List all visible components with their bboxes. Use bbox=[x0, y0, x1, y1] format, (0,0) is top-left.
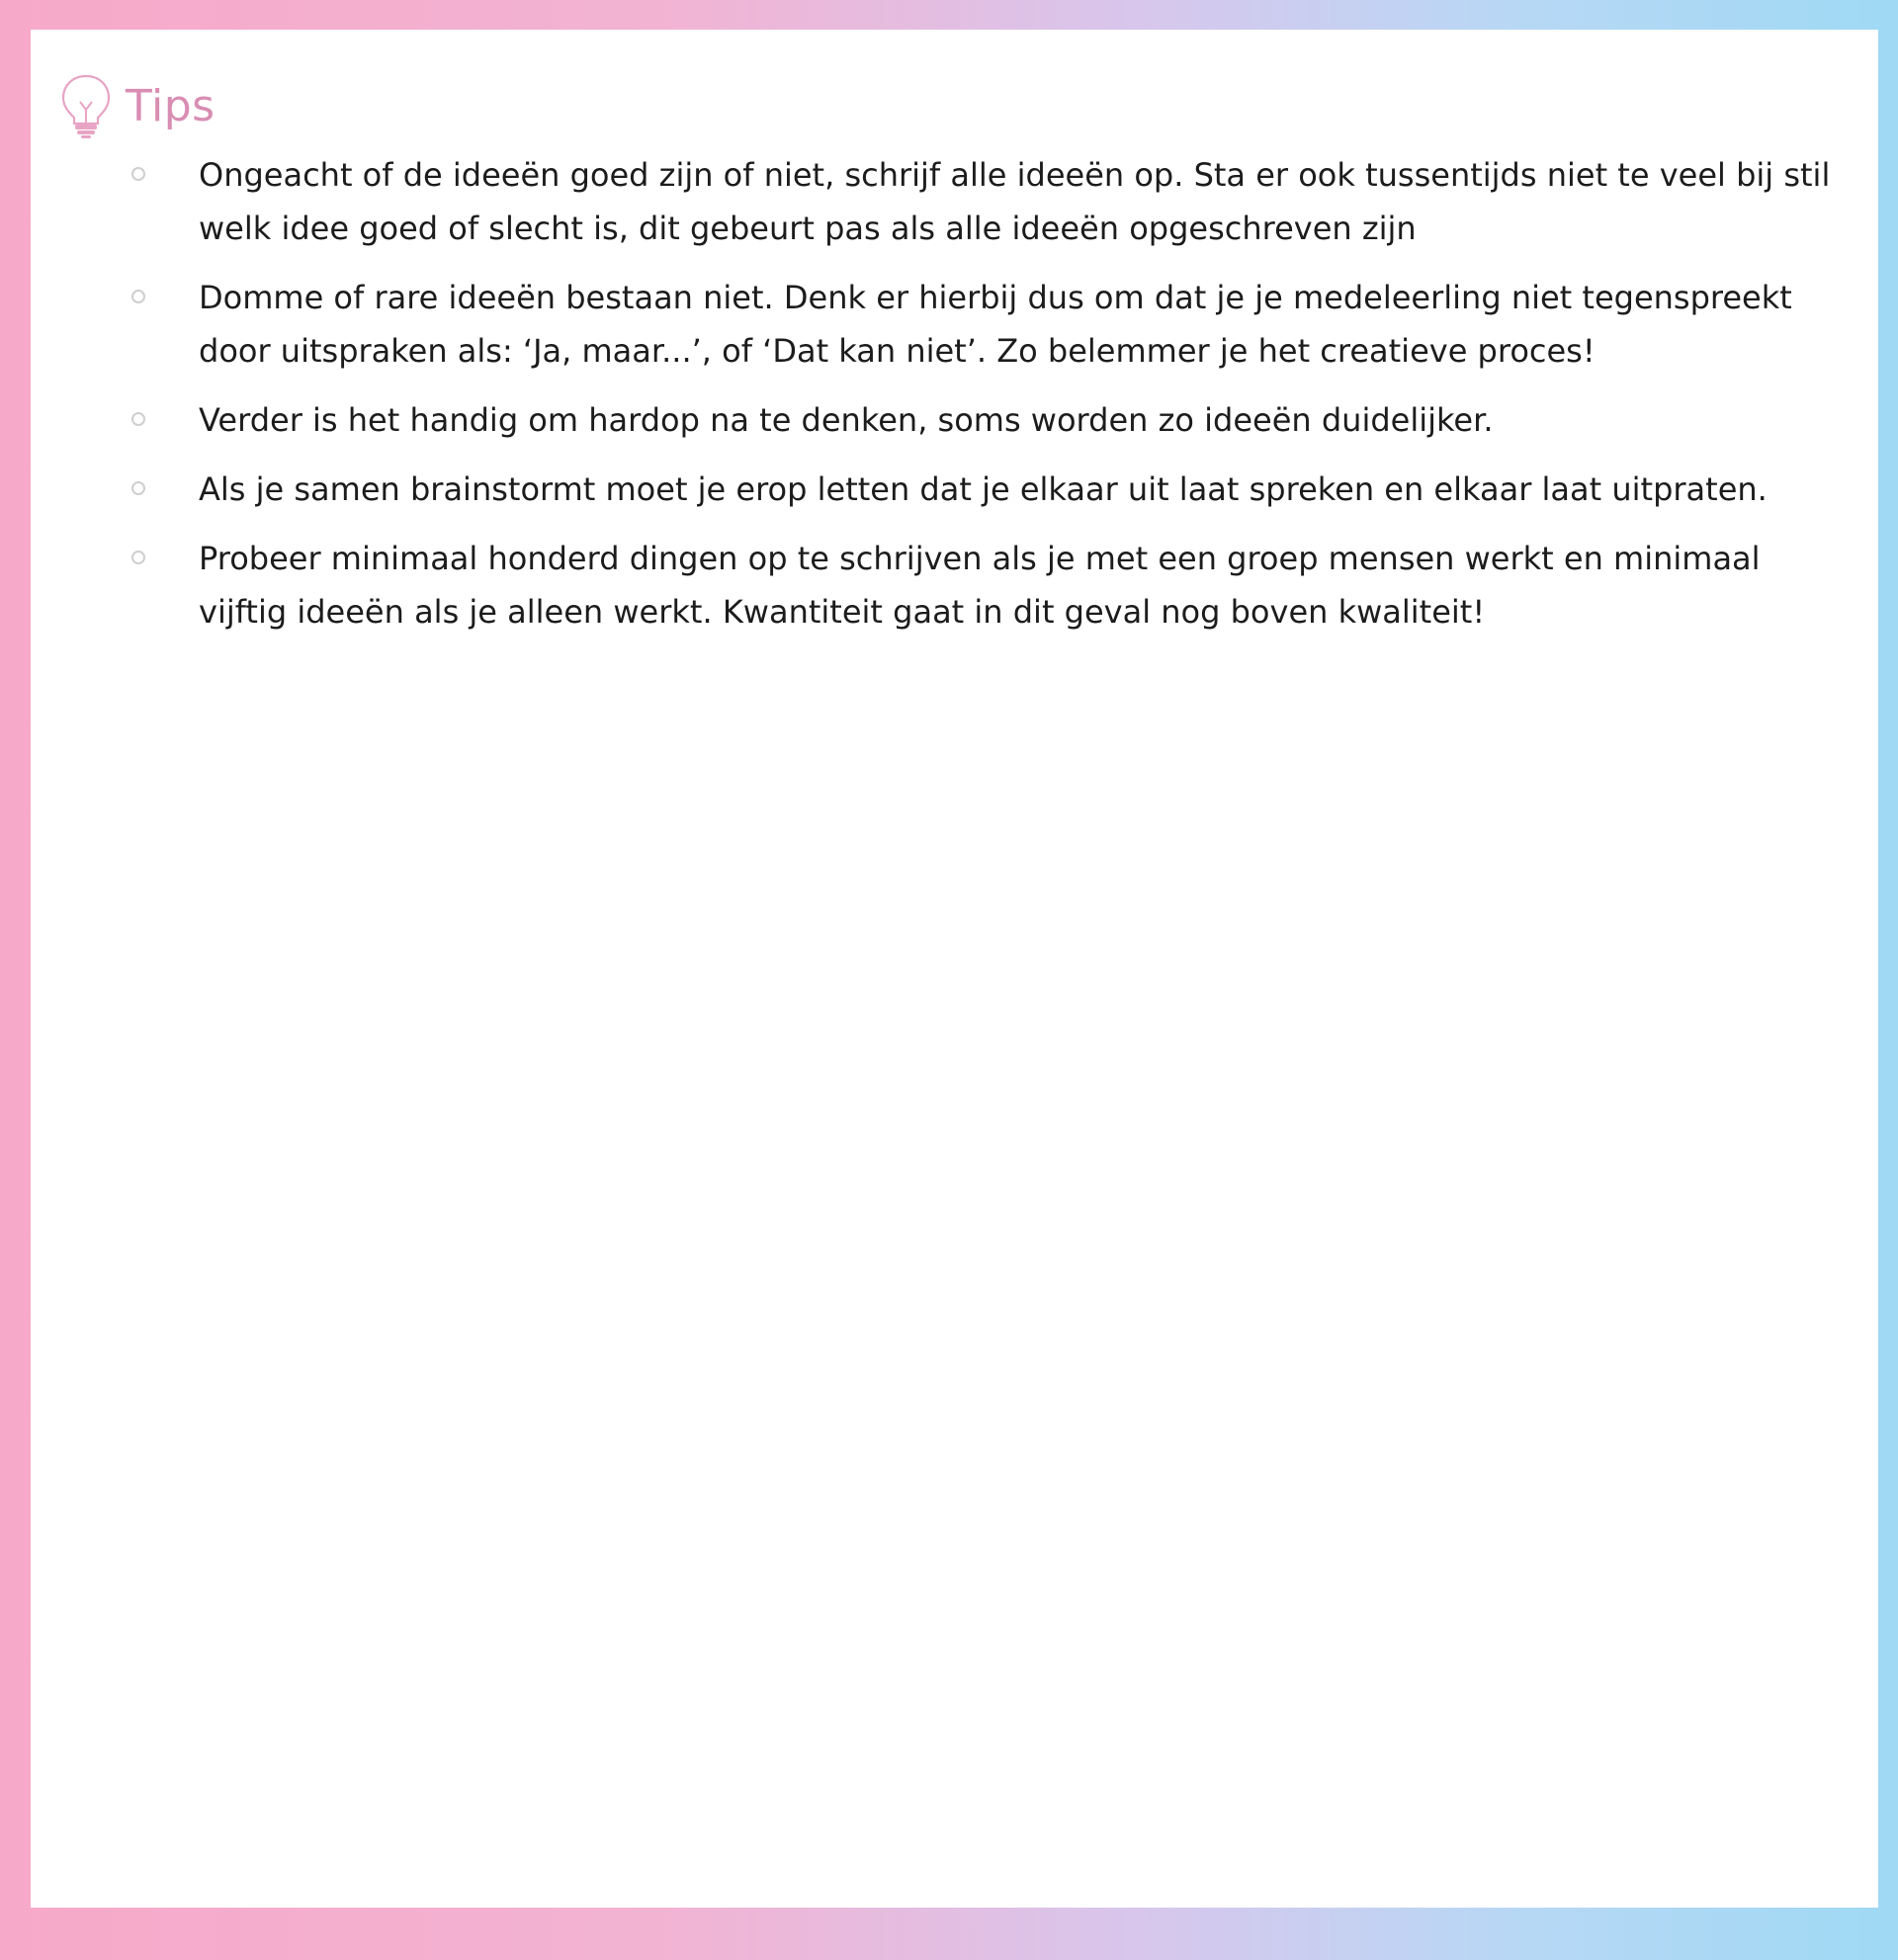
list-item bbox=[100, 463, 1840, 516]
page-title: Tips bbox=[126, 80, 216, 131]
tip-text: Domme of rare ideeën bestaan niet. Denk er hierbij dus om dat je je medeleerling niet tegenspreekt door uitspraken als: ‘Ja, maar...’, of ‘Dat kan niet’. Zo belemmer je het creatieve proces! bbox=[199, 279, 1792, 370]
tip-text: Ongeacht of de ideeën goed zijn of niet, schrijf alle ideeën op. Sta er ook tussentijds niet te veel bij stil welk idee goed of slecht is, dit gebeurt pas als alle ideeën opgeschreven zijn bbox=[199, 156, 1831, 247]
tip-text: Verder is het handig om hardop na te denken, soms worden zo ideeën duidelijker. bbox=[199, 401, 1494, 439]
bullet-circle-icon bbox=[131, 290, 145, 303]
bullet-circle-icon bbox=[131, 551, 145, 564]
tips-heading bbox=[58, 71, 216, 140]
lightbulb-icon bbox=[58, 72, 114, 139]
list-item bbox=[100, 393, 1840, 447]
bullet-circle-icon bbox=[131, 481, 145, 495]
list-item bbox=[100, 148, 1840, 255]
tip-text: Probeer minimaal honderd dingen op te schrijven als je met een groep mensen werkt en minimaal vijftig ideeën als je alleen werkt. Kwantiteit gaat in dit geval nog boven kwaliteit! bbox=[199, 540, 1761, 631]
tips-list bbox=[100, 148, 1840, 654]
bullet-circle-icon bbox=[131, 412, 145, 426]
list-item bbox=[100, 532, 1840, 639]
tip-text: Als je samen brainstormt moet je erop letten dat je elkaar uit laat spreken en elkaar laat uitpraten. bbox=[199, 470, 1768, 508]
bullet-circle-icon bbox=[131, 167, 145, 181]
tips-page bbox=[31, 30, 1878, 1908]
list-item bbox=[100, 271, 1840, 378]
